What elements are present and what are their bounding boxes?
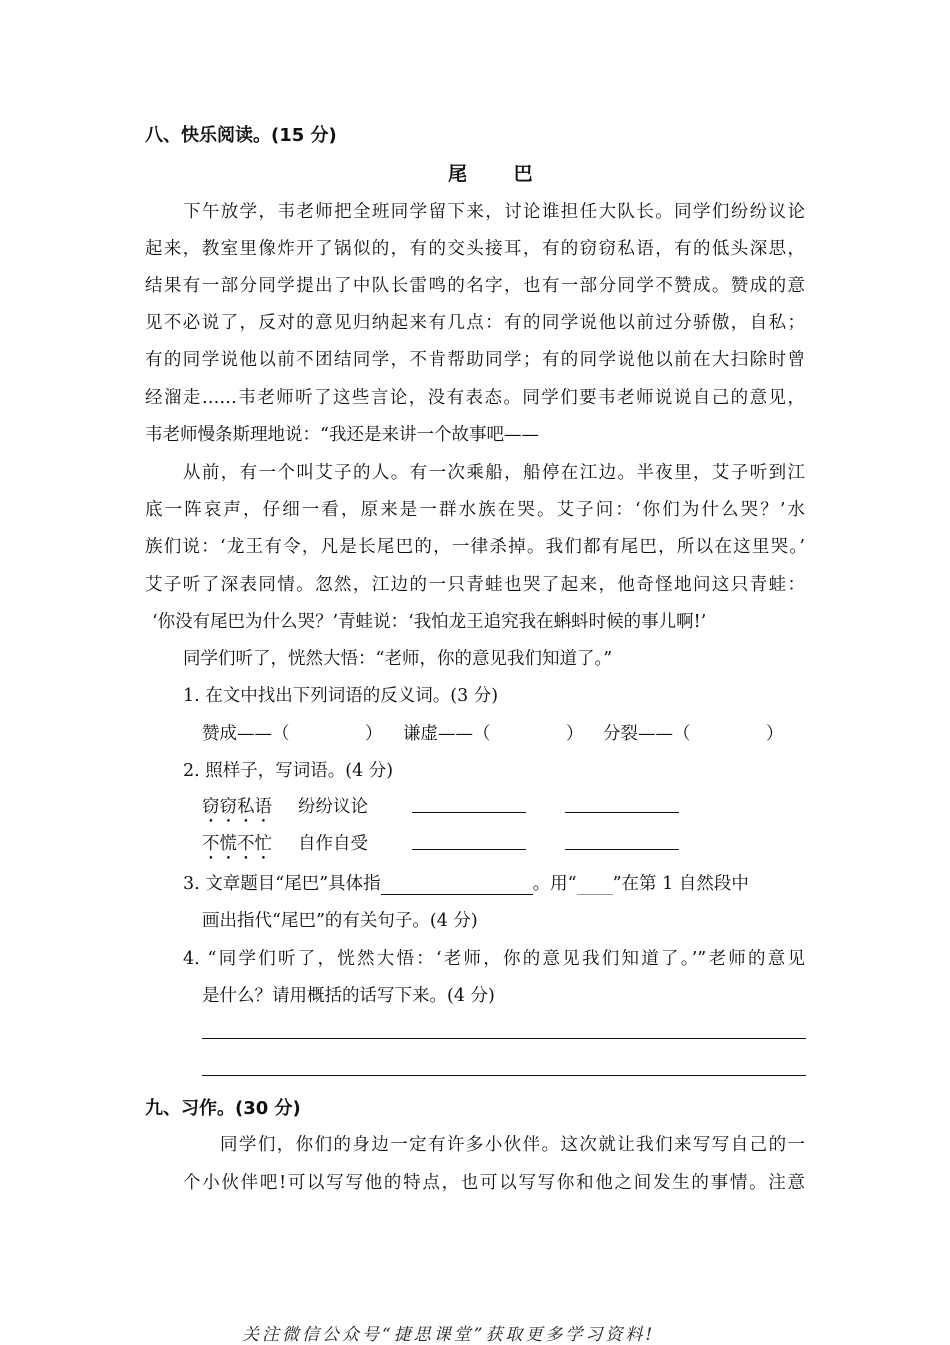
q2-blank-2b[interactable] [565, 849, 679, 850]
q1-item-3-close: ） [766, 724, 784, 744]
question-2-prompt: 2. 照样子，写词语。(4 分) [183, 761, 394, 781]
q2-blank-2a[interactable] [412, 849, 526, 850]
q2-example-2a: 不慌不忙 [202, 834, 272, 854]
paragraph-line: 见不必说了，反对的意见归纳起来有几点：有的同学说他以前过分骄傲，自私； [145, 313, 805, 333]
q2-blank-1b[interactable] [565, 812, 679, 813]
q2-example-1b: 纷纷议论 [298, 797, 368, 817]
q1-item-2: 谦虚——（ [403, 724, 491, 744]
paragraph-line: 从前，有一个叫艾子的人。有一次乘船，船停在江边。半夜里，艾子听到江 [183, 463, 805, 483]
paragraph-line: 结果有一部分同学提出了中队长雷鸣的名字，也有一部分同学不赞成。赞成的意 [145, 276, 805, 296]
paragraph-line: 族们说：‘龙王有令，凡是长尾巴的，一律杀掉。我们都有尾巴，所以在这里哭。’ [145, 537, 805, 557]
q3-blank[interactable] [381, 876, 533, 895]
paragraph-line: 底一阵哀声，仔细一看，原来是一群水族在哭。艾子问：‘你们为什么哭？’水 [145, 500, 805, 520]
q3-text-c: ”在第 1 自然段中 [612, 874, 749, 894]
q1-item-3: 分裂——（ [603, 724, 691, 744]
question-3-line-1 [183, 870, 749, 895]
q3-text-a: 3. 文章题目“尾巴”具体指 [183, 874, 381, 894]
section-9-line-1: 同学们，你们的身边一定有许多小伙伴。这次就让我们来写写自己的一 [220, 1135, 805, 1155]
q1-item-2-close: ） [566, 724, 584, 744]
section-8-heading: 八、快乐阅读。(15 分) [145, 125, 337, 146]
paragraph-line: 艾子听了深表同情。忽然，江边的一只青蛙也哭了起来，他奇怪地问这只青蛙： [145, 575, 805, 595]
q4-answer-line-2[interactable] [202, 1075, 806, 1076]
section-9-line-2: 个小伙伴吧!可以写写他的特点，也可以写写你和他之间发生的事情。注意 [183, 1173, 805, 1193]
paragraph-line: 起来，教室里像炸开了锅似的，有的交头接耳，有的窃窃私语，有的低头深思， [145, 239, 805, 259]
question-4-line-2: 是什么？请用概括的话写下来。(4 分) [202, 986, 495, 1006]
paragraph-line: 有的同学说他以前不团结同学，不肯帮助同学；有的同学说他以前在大扫除时曾 [145, 350, 805, 370]
q2-example-2b: 自作自受 [298, 834, 368, 854]
q1-item-1: 赞成——（ [202, 724, 290, 744]
paragraph-line: 韦老师慢条斯理地说：“我还是来讲一个故事吧—— [145, 425, 539, 445]
q4-answer-line-1[interactable] [202, 1038, 806, 1039]
q2-blank-1a[interactable] [412, 812, 526, 813]
footer-notice: 关注微信公众号“捷思课堂”获取更多学习资料! [242, 1325, 656, 1345]
q1-item-1-close: ） [365, 724, 383, 744]
paragraph-line: ‘你没有尾巴为什么哭？’青蛙说：‘我怕龙王追究我在蝌蚪时候的事儿啊!’ [152, 612, 707, 632]
paragraph-line: 下午放学，韦老师把全班同学留下来，讨论谁担任大队长。同学们纷纷议论 [183, 202, 805, 222]
question-4-line-1: 4. “同学们听了，恍然大悟：‘老师，你的意见我们知道了。’”老师的意见 [183, 949, 805, 969]
question-1-prompt: 1. 在文中找出下列词语的反义词。(3 分) [183, 686, 499, 706]
section-9-heading: 九、习作。(30 分) [145, 1098, 301, 1119]
paragraph-line: 经溜走……韦老师听了这些言论，没有表态。同学们要韦老师说说自己的意见， [145, 388, 805, 408]
question-3-line-2: 画出指代“尾巴”的有关句子。(4 分) [202, 911, 478, 931]
q3-text-b: 。用“ [532, 874, 577, 894]
q2-example-1a: 窃窃私语 [202, 797, 272, 817]
story-title: 尾 巴 [448, 163, 553, 185]
paragraph-3: 同学们听了，恍然大悟：“老师，你的意见我们知道了。” [183, 649, 613, 669]
q3-underline-sample [577, 876, 613, 895]
